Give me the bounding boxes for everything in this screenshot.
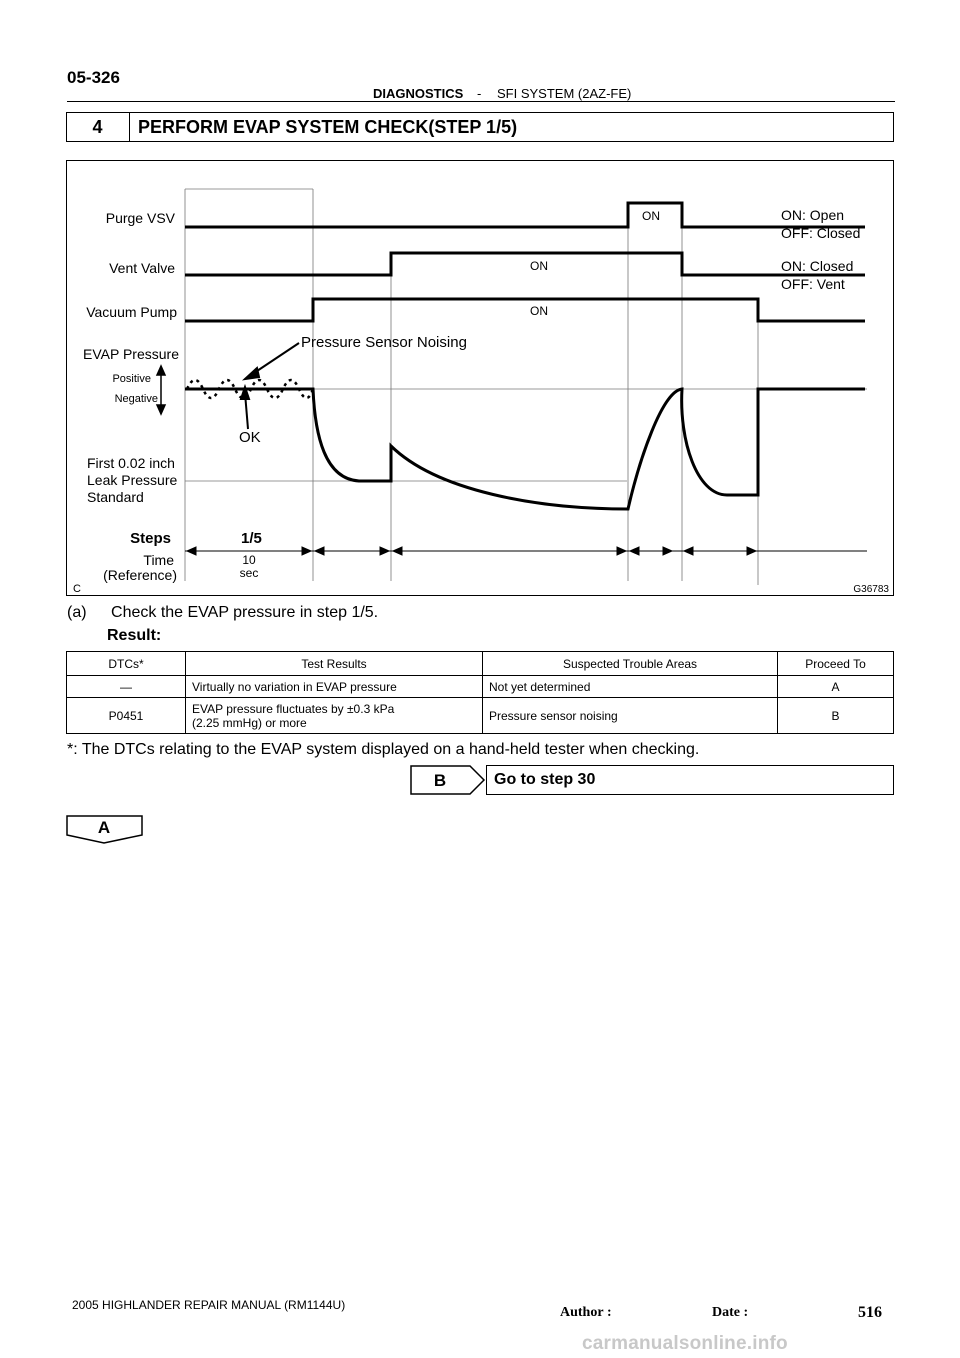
purge-note-open: ON: Open [781, 207, 845, 223]
branch-a-letter: A [97, 818, 111, 837]
timing-diagram-svg [67, 161, 893, 595]
vent-note-closed: ON: Closed [781, 258, 854, 274]
author-label: Author : [560, 1305, 612, 1320]
instruction-item: (a) [67, 604, 87, 621]
noise-callout: Pressure Sensor Noising [301, 334, 467, 351]
test-result-cell [186, 698, 483, 734]
ok-callout: OK [239, 429, 261, 446]
positive-label: Positive [112, 373, 151, 385]
table-row [67, 676, 894, 698]
proceed-cell: A [778, 676, 894, 698]
section-title: DIAGNOSTICS [373, 86, 464, 101]
callout-arrows-icon [241, 343, 299, 429]
leak-standard-label-3: Standard [87, 489, 144, 505]
instruction-text [67, 604, 378, 622]
branch-b-arrow [410, 765, 486, 800]
result-label: Result: [107, 627, 162, 644]
time-arrows [185, 547, 867, 555]
time-label: Time [143, 552, 174, 568]
header-separator: - [477, 86, 482, 101]
figure-id: G36783 [853, 584, 889, 595]
vent-valve-label: Vent Valve [109, 260, 175, 276]
vacuum-pump-label: Vacuum Pump [86, 304, 177, 320]
instruction-body: Check the EVAP pressure in step 1/5. [111, 604, 379, 621]
vacuum-pump-trace [185, 299, 865, 321]
goto-step-box: Go to step 30 [486, 765, 894, 795]
step-value: 1/5 [241, 530, 262, 547]
branch-a-arrow [66, 815, 144, 850]
timing-diagram [66, 160, 894, 596]
test-result-line-1: EVAP pressure fluctuates by ±0.3 kPa [192, 701, 395, 716]
col-proceed-to: Proceed To [778, 652, 894, 676]
dtc-cell: — [67, 676, 186, 698]
time-value: 10 [242, 553, 256, 567]
time-reference-label: (Reference) [103, 567, 177, 583]
evap-pressure-label: EVAP Pressure [83, 346, 179, 362]
col-test-results: Test Results [186, 652, 483, 676]
reference-lines [185, 189, 867, 585]
evap-pressure-trace [185, 389, 865, 509]
leak-standard-label-2: Leak Pressure [87, 472, 178, 488]
pump-on-label: ON [530, 304, 548, 318]
step-number: 4 [66, 112, 130, 142]
purge-vsv-label: Purge VSV [105, 210, 175, 226]
page-number: 516 [858, 1304, 882, 1321]
leak-standard-label-1: First 0.02 inch [87, 455, 175, 471]
col-dtcs: DTCs* [67, 652, 186, 676]
purge-note-closed: OFF: Closed [781, 225, 861, 241]
corner-mark: C [73, 583, 81, 595]
vent-valve-trace [185, 253, 865, 275]
date-label: Date : [712, 1305, 749, 1320]
purge-vsv-trace [185, 203, 865, 227]
manual-footer: 2005 HIGHLANDER REPAIR MANUAL (RM1144U) [72, 1298, 346, 1312]
result-table [66, 651, 894, 734]
watermark: carmanualsonline.info [582, 1333, 788, 1354]
dtc-cell: P0451 [67, 698, 186, 734]
trouble-area-cell: Pressure sensor noising [483, 698, 778, 734]
time-unit: sec [239, 566, 259, 580]
test-result-cell: Virtually no variation in EVAP pressure [186, 676, 483, 698]
proceed-cell: B [778, 698, 894, 734]
system-title: SFI SYSTEM (2AZ-FE) [497, 86, 632, 101]
signal-traces [185, 203, 865, 509]
page-code: 05-326 [67, 68, 120, 87]
header-rule [67, 101, 895, 102]
purge-on-label: ON [642, 209, 660, 223]
test-result-line-2: (2.25 mmHg) or more [192, 715, 307, 730]
steps-label: Steps [130, 530, 171, 547]
trouble-area-cell: Not yet determined [483, 676, 778, 698]
table-row [67, 698, 894, 734]
polarity-arrows-icon [157, 366, 165, 414]
vent-note-vent: OFF: Vent [781, 276, 845, 292]
col-suspected-areas: Suspected Trouble Areas [483, 652, 778, 676]
table-header-row [67, 652, 894, 676]
vent-on-label: ON [530, 259, 548, 273]
branch-b-letter: B [433, 771, 447, 790]
negative-label: Negative [114, 393, 158, 405]
step-title: PERFORM EVAP SYSTEM CHECK(STEP 1/5) [138, 117, 518, 137]
footnote: *: The DTCs relating to the EVAP system displayed on a hand-held tester when checking. [67, 741, 700, 758]
